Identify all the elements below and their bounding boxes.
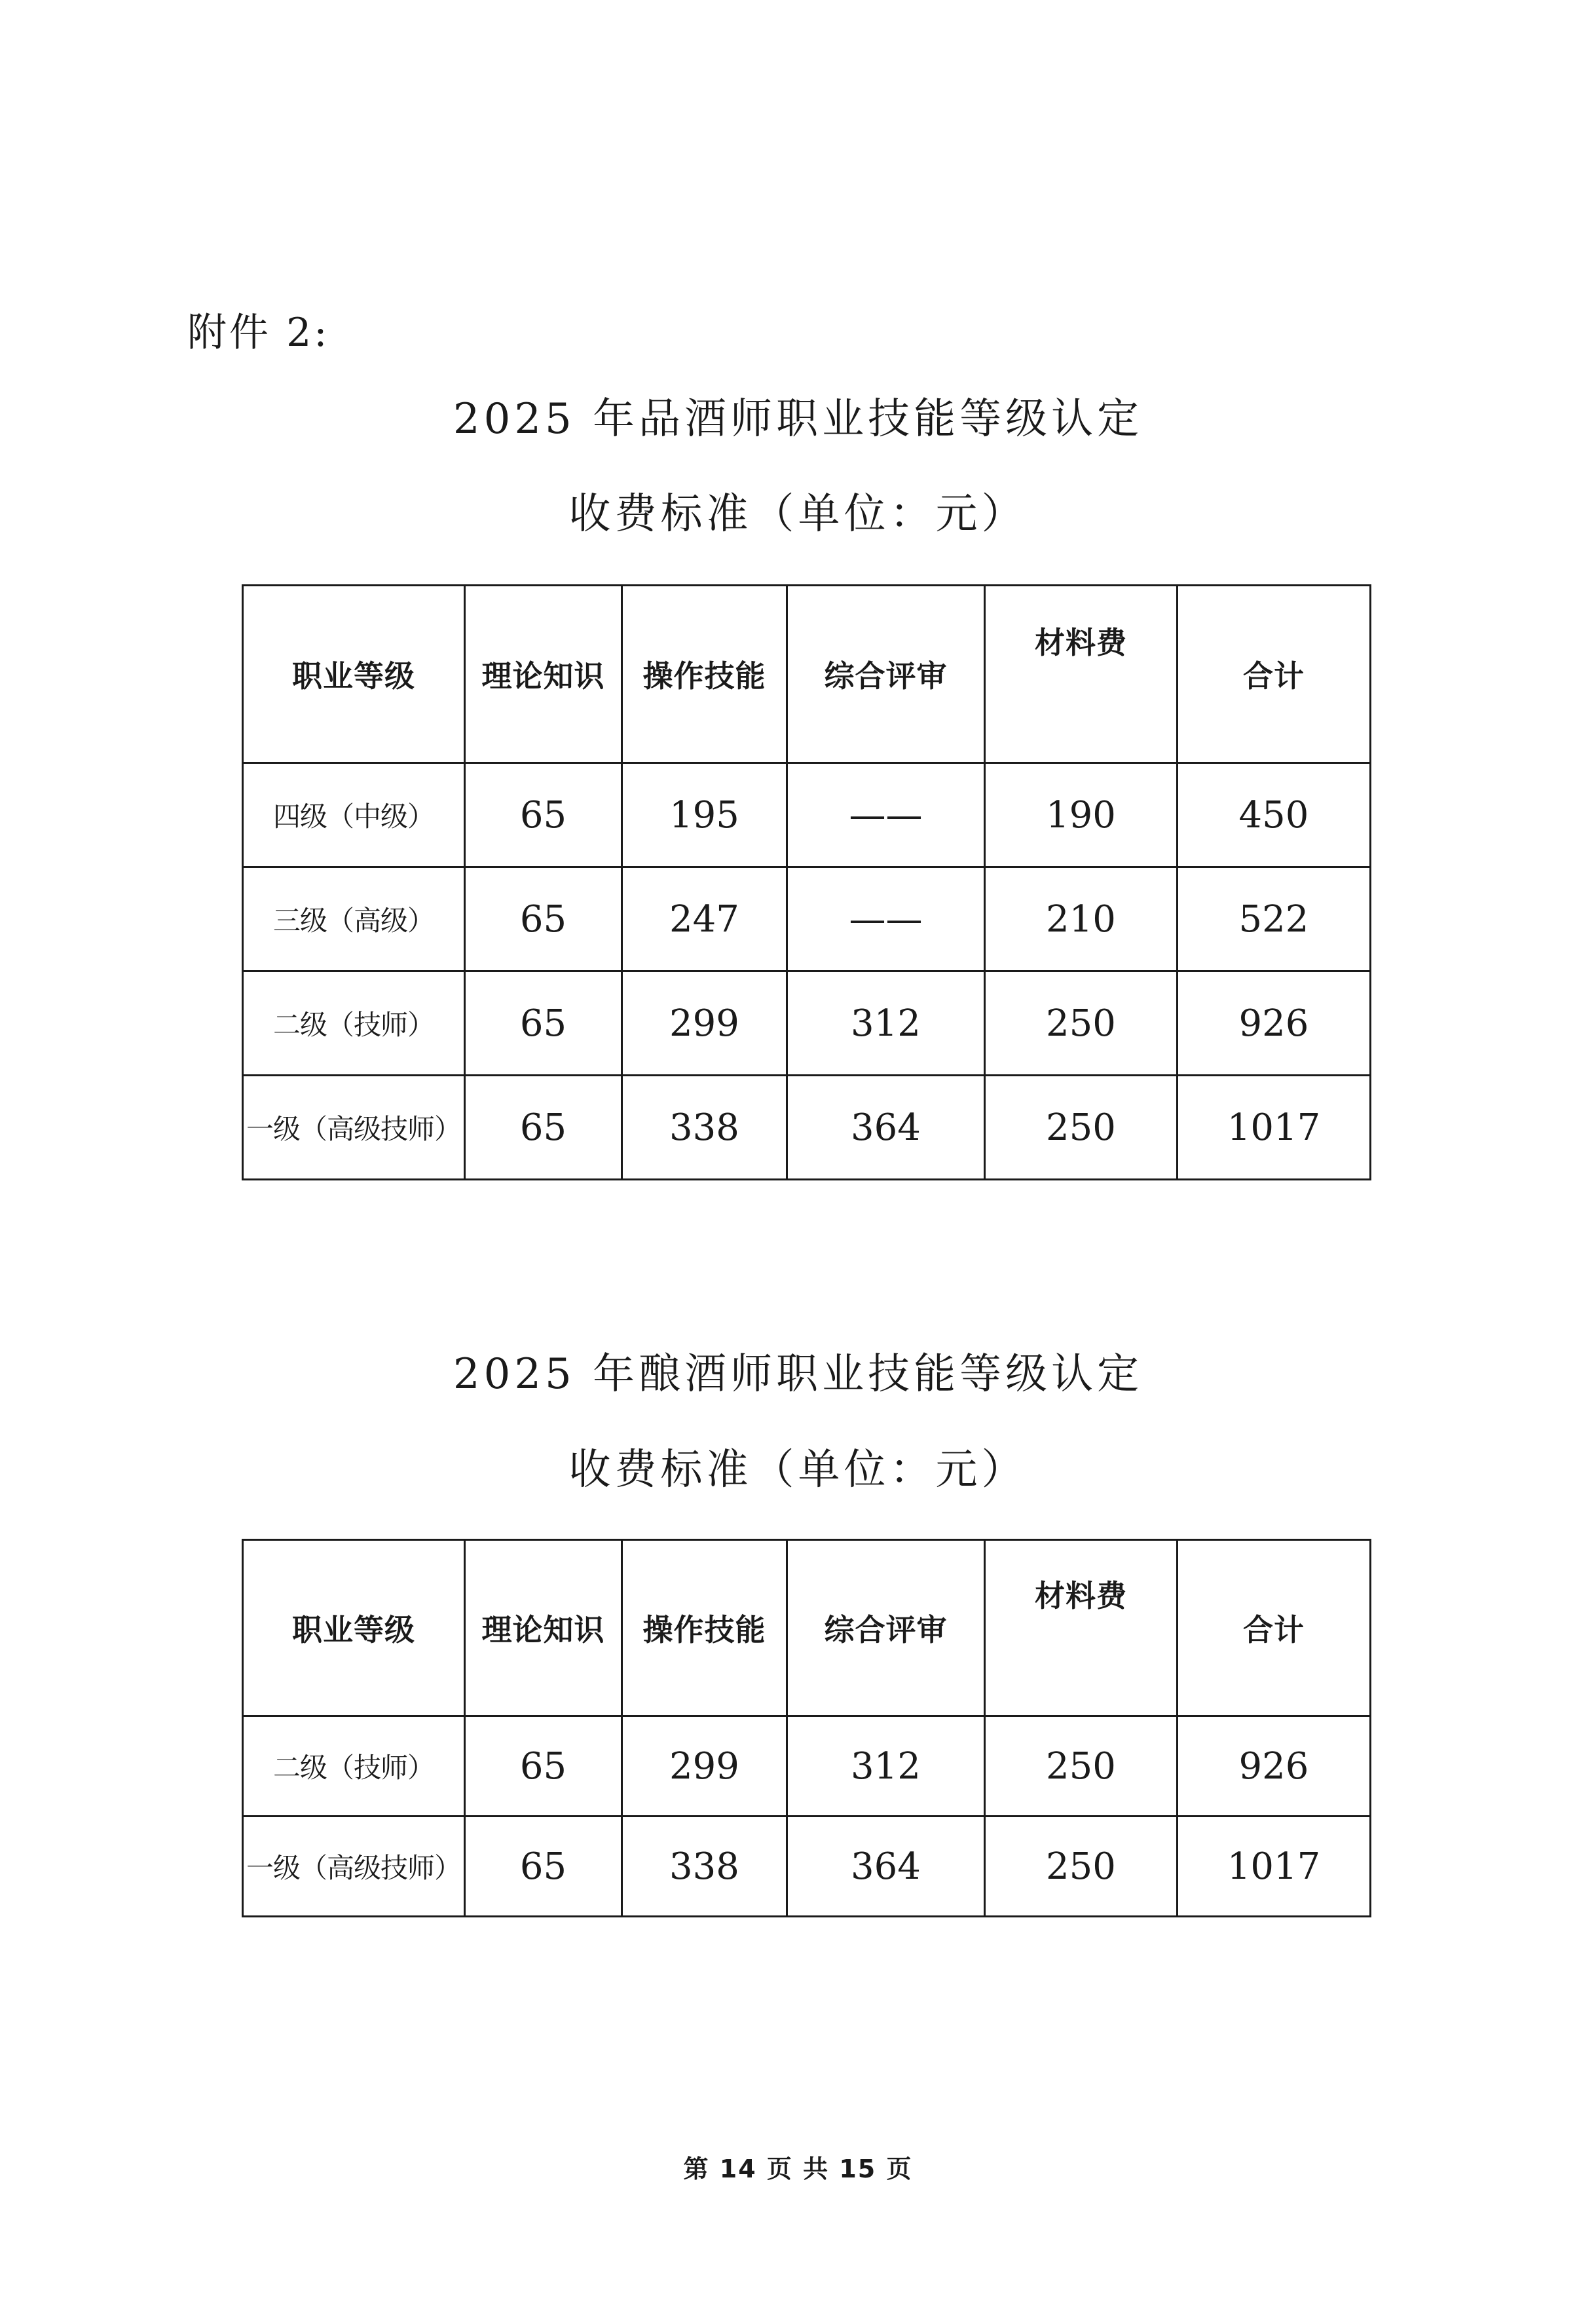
- table-row: [243, 1817, 1371, 1917]
- cell-theory: 65: [465, 867, 622, 971]
- cell-level: 三级（高级）: [243, 867, 465, 971]
- table-1-subtitle: 收费标准（单位：元）: [568, 490, 1028, 538]
- header-total: 合计: [1178, 1540, 1371, 1716]
- cell-theory: 65: [465, 971, 622, 1076]
- cell-material: 250: [985, 1076, 1178, 1180]
- header-review: 综合评审: [787, 1540, 985, 1716]
- cell-total: 1017: [1178, 1817, 1371, 1917]
- table-1-title: 2025 年品酒师职业技能等级认定: [453, 395, 1143, 443]
- cell-total: 522: [1178, 867, 1371, 971]
- header-practice: 操作技能: [622, 586, 787, 763]
- table-row: [243, 867, 1371, 971]
- cell-practice: 338: [622, 1817, 787, 1917]
- cell-theory: 65: [465, 1716, 622, 1817]
- attachment-label: 附件 2:: [187, 310, 330, 356]
- cell-level: 二级（技师）: [243, 971, 465, 1076]
- cell-review: 312: [787, 1716, 985, 1817]
- cell-theory: 65: [465, 1817, 622, 1917]
- cell-level: 一级（高级技师）: [243, 1076, 465, 1180]
- brewer-fee-table: [242, 1539, 1371, 1917]
- cell-level: 四级（中级）: [243, 763, 465, 867]
- cell-practice: 338: [622, 1076, 787, 1180]
- cell-theory: 65: [465, 763, 622, 867]
- cell-practice: 299: [622, 1716, 787, 1817]
- header-practice: 操作技能: [622, 1540, 787, 1716]
- cell-total: 926: [1178, 971, 1371, 1076]
- table-row: [243, 1076, 1371, 1180]
- cell-review: ——: [787, 867, 985, 971]
- page-number: 第 14 页 共 15 页: [683, 2155, 913, 2183]
- cell-material: 250: [985, 971, 1178, 1076]
- table-row: [243, 971, 1371, 1076]
- header-material: 材料费: [985, 1540, 1178, 1716]
- cell-review: 312: [787, 971, 985, 1076]
- cell-total: 450: [1178, 763, 1371, 867]
- cell-review: 364: [787, 1076, 985, 1180]
- cell-material: 190: [985, 763, 1178, 867]
- cell-theory: 65: [465, 1076, 622, 1180]
- header-level: 职业等级: [243, 586, 465, 763]
- cell-level: 二级（技师）: [243, 1716, 465, 1817]
- cell-material: 210: [985, 867, 1178, 971]
- header-total: 合计: [1178, 586, 1371, 763]
- taster-fee-table: [242, 584, 1371, 1180]
- table-2-title: 2025 年酿酒师职业技能等级认定: [453, 1350, 1143, 1399]
- cell-practice: 195: [622, 763, 787, 867]
- cell-total: 926: [1178, 1716, 1371, 1817]
- cell-level: 一级（高级技师）: [243, 1817, 465, 1917]
- header-theory: 理论知识: [465, 586, 622, 763]
- cell-material: 250: [985, 1716, 1178, 1817]
- header-material: 材料费: [985, 586, 1178, 763]
- header-review: 综合评审: [787, 586, 985, 763]
- table-row: [243, 1716, 1371, 1817]
- cell-review: 364: [787, 1817, 985, 1917]
- cell-total: 1017: [1178, 1076, 1371, 1180]
- cell-practice: 247: [622, 867, 787, 971]
- header-level: 职业等级: [243, 1540, 465, 1716]
- table-2-subtitle: 收费标准（单位：元）: [568, 1446, 1028, 1494]
- cell-review: ——: [787, 763, 985, 867]
- header-theory: 理论知识: [465, 1540, 622, 1716]
- table-row: [243, 763, 1371, 867]
- table-header-row: [243, 1540, 1371, 1716]
- cell-material: 250: [985, 1817, 1178, 1917]
- cell-practice: 299: [622, 971, 787, 1076]
- table-header-row: [243, 586, 1371, 763]
